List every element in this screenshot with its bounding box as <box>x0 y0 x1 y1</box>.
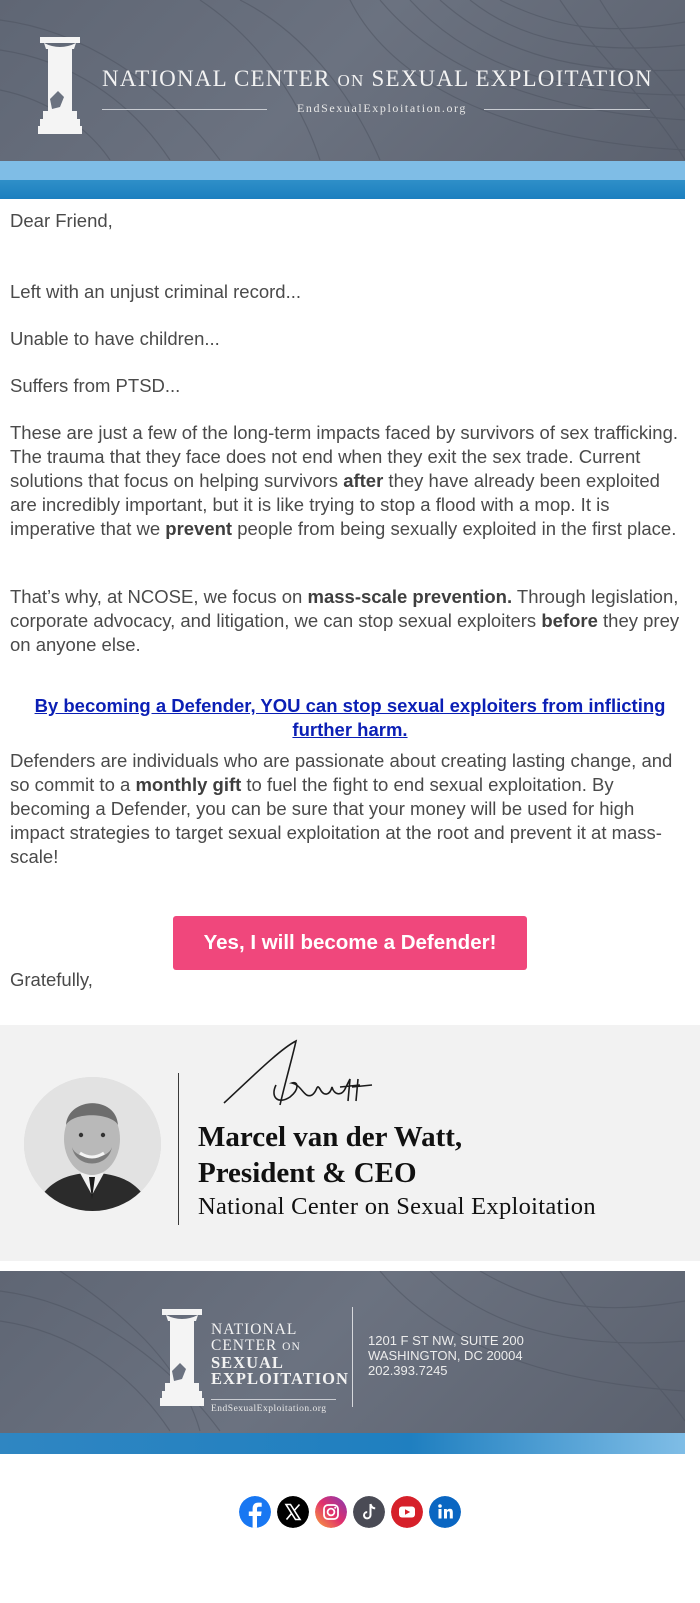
youtube-icon[interactable] <box>391 1496 423 1528</box>
x-icon[interactable] <box>277 1496 309 1528</box>
become-defender-link[interactable]: By becoming a Defender, YOU can stop sexual exploiters from inflicting further harm. <box>34 695 666 740</box>
tiktok-icon[interactable] <box>353 1496 385 1528</box>
signature-block <box>0 1025 700 1261</box>
footer-phone[interactable]: 202.393.7245 <box>368 1363 448 1378</box>
paragraph-impacts: These are just a few of the long-term impacts faced by survivors of sex trafficking. The trauma that they face does not end when they exit the sex trade. Current solutions that focus on helping survivors after they have already been exploited are incredibly important, but it is like trying to stop a flood with a mop. It is imperative that we prevent people from being sexually exploited in the first place. <box>10 422 678 539</box>
impact-line-1: Left with an unjust criminal record... <box>10 281 301 302</box>
impact-line-2: Unable to have children... <box>10 328 220 349</box>
header-org-name: NATIONAL CENTER ON SEXUAL EXPLOITATION <box>102 66 653 91</box>
signer-org: National Center on Sexual Exploitation <box>198 1193 596 1220</box>
ncose-pillar-logo <box>38 37 82 135</box>
closing: Gratefully, <box>10 969 93 990</box>
facebook-icon[interactable] <box>239 1496 271 1528</box>
header-stripe <box>0 161 685 199</box>
greeting: Dear Friend, <box>10 210 113 231</box>
avatar <box>24 1077 161 1211</box>
become-defender-button[interactable]: Yes, I will become a Defender! <box>173 916 527 970</box>
header-url-line <box>102 101 662 117</box>
impact-line-3: Suffers from PTSD... <box>10 375 181 396</box>
signer-name: Marcel van der Watt, President & CEO <box>198 1121 463 1189</box>
footer-org-name: NATIONAL CENTER ON SEXUAL EXPLOITATION <box>211 1321 349 1388</box>
divider <box>352 1307 353 1407</box>
instagram-icon[interactable] <box>315 1496 347 1528</box>
social-links <box>239 1496 461 1528</box>
ncose-pillar-logo <box>160 1308 204 1408</box>
defender-link-container <box>10 694 690 742</box>
footer-address: 1201 F ST NW, SUITE 200 WASHINGTON, DC 20004 202.393.7245 <box>368 1333 524 1378</box>
divider <box>211 1399 336 1400</box>
linkedin-icon[interactable] <box>429 1496 461 1528</box>
header-banner <box>0 0 685 199</box>
divider <box>178 1073 179 1225</box>
footer-stripe <box>0 1433 685 1454</box>
paragraph-defenders: Defenders are individuals who are passionate about creating lasting change, and so commit to a monthly gift to fuel the fight to end sexual exploitation. By becoming a Defender, you can be sure that your money will be used for high impact strategies to target sexual exploitation at the root and prevent it at mass-scale! <box>10 750 673 867</box>
paragraph-prevention: That’s why, at NCOSE, we focus on mass-scale prevention. Through legislation, corporate advocacy, and litigation, we can stop sexual exploiters before they prey on anyone else. <box>10 586 680 655</box>
footer-url[interactable]: EndSexualExploitation.org <box>211 1404 327 1414</box>
portrait-photo <box>24 1077 161 1211</box>
signature <box>220 1039 390 1113</box>
header-url[interactable]: EndSexualExploitation.org <box>296 101 468 115</box>
footer-banner <box>0 1271 685 1454</box>
